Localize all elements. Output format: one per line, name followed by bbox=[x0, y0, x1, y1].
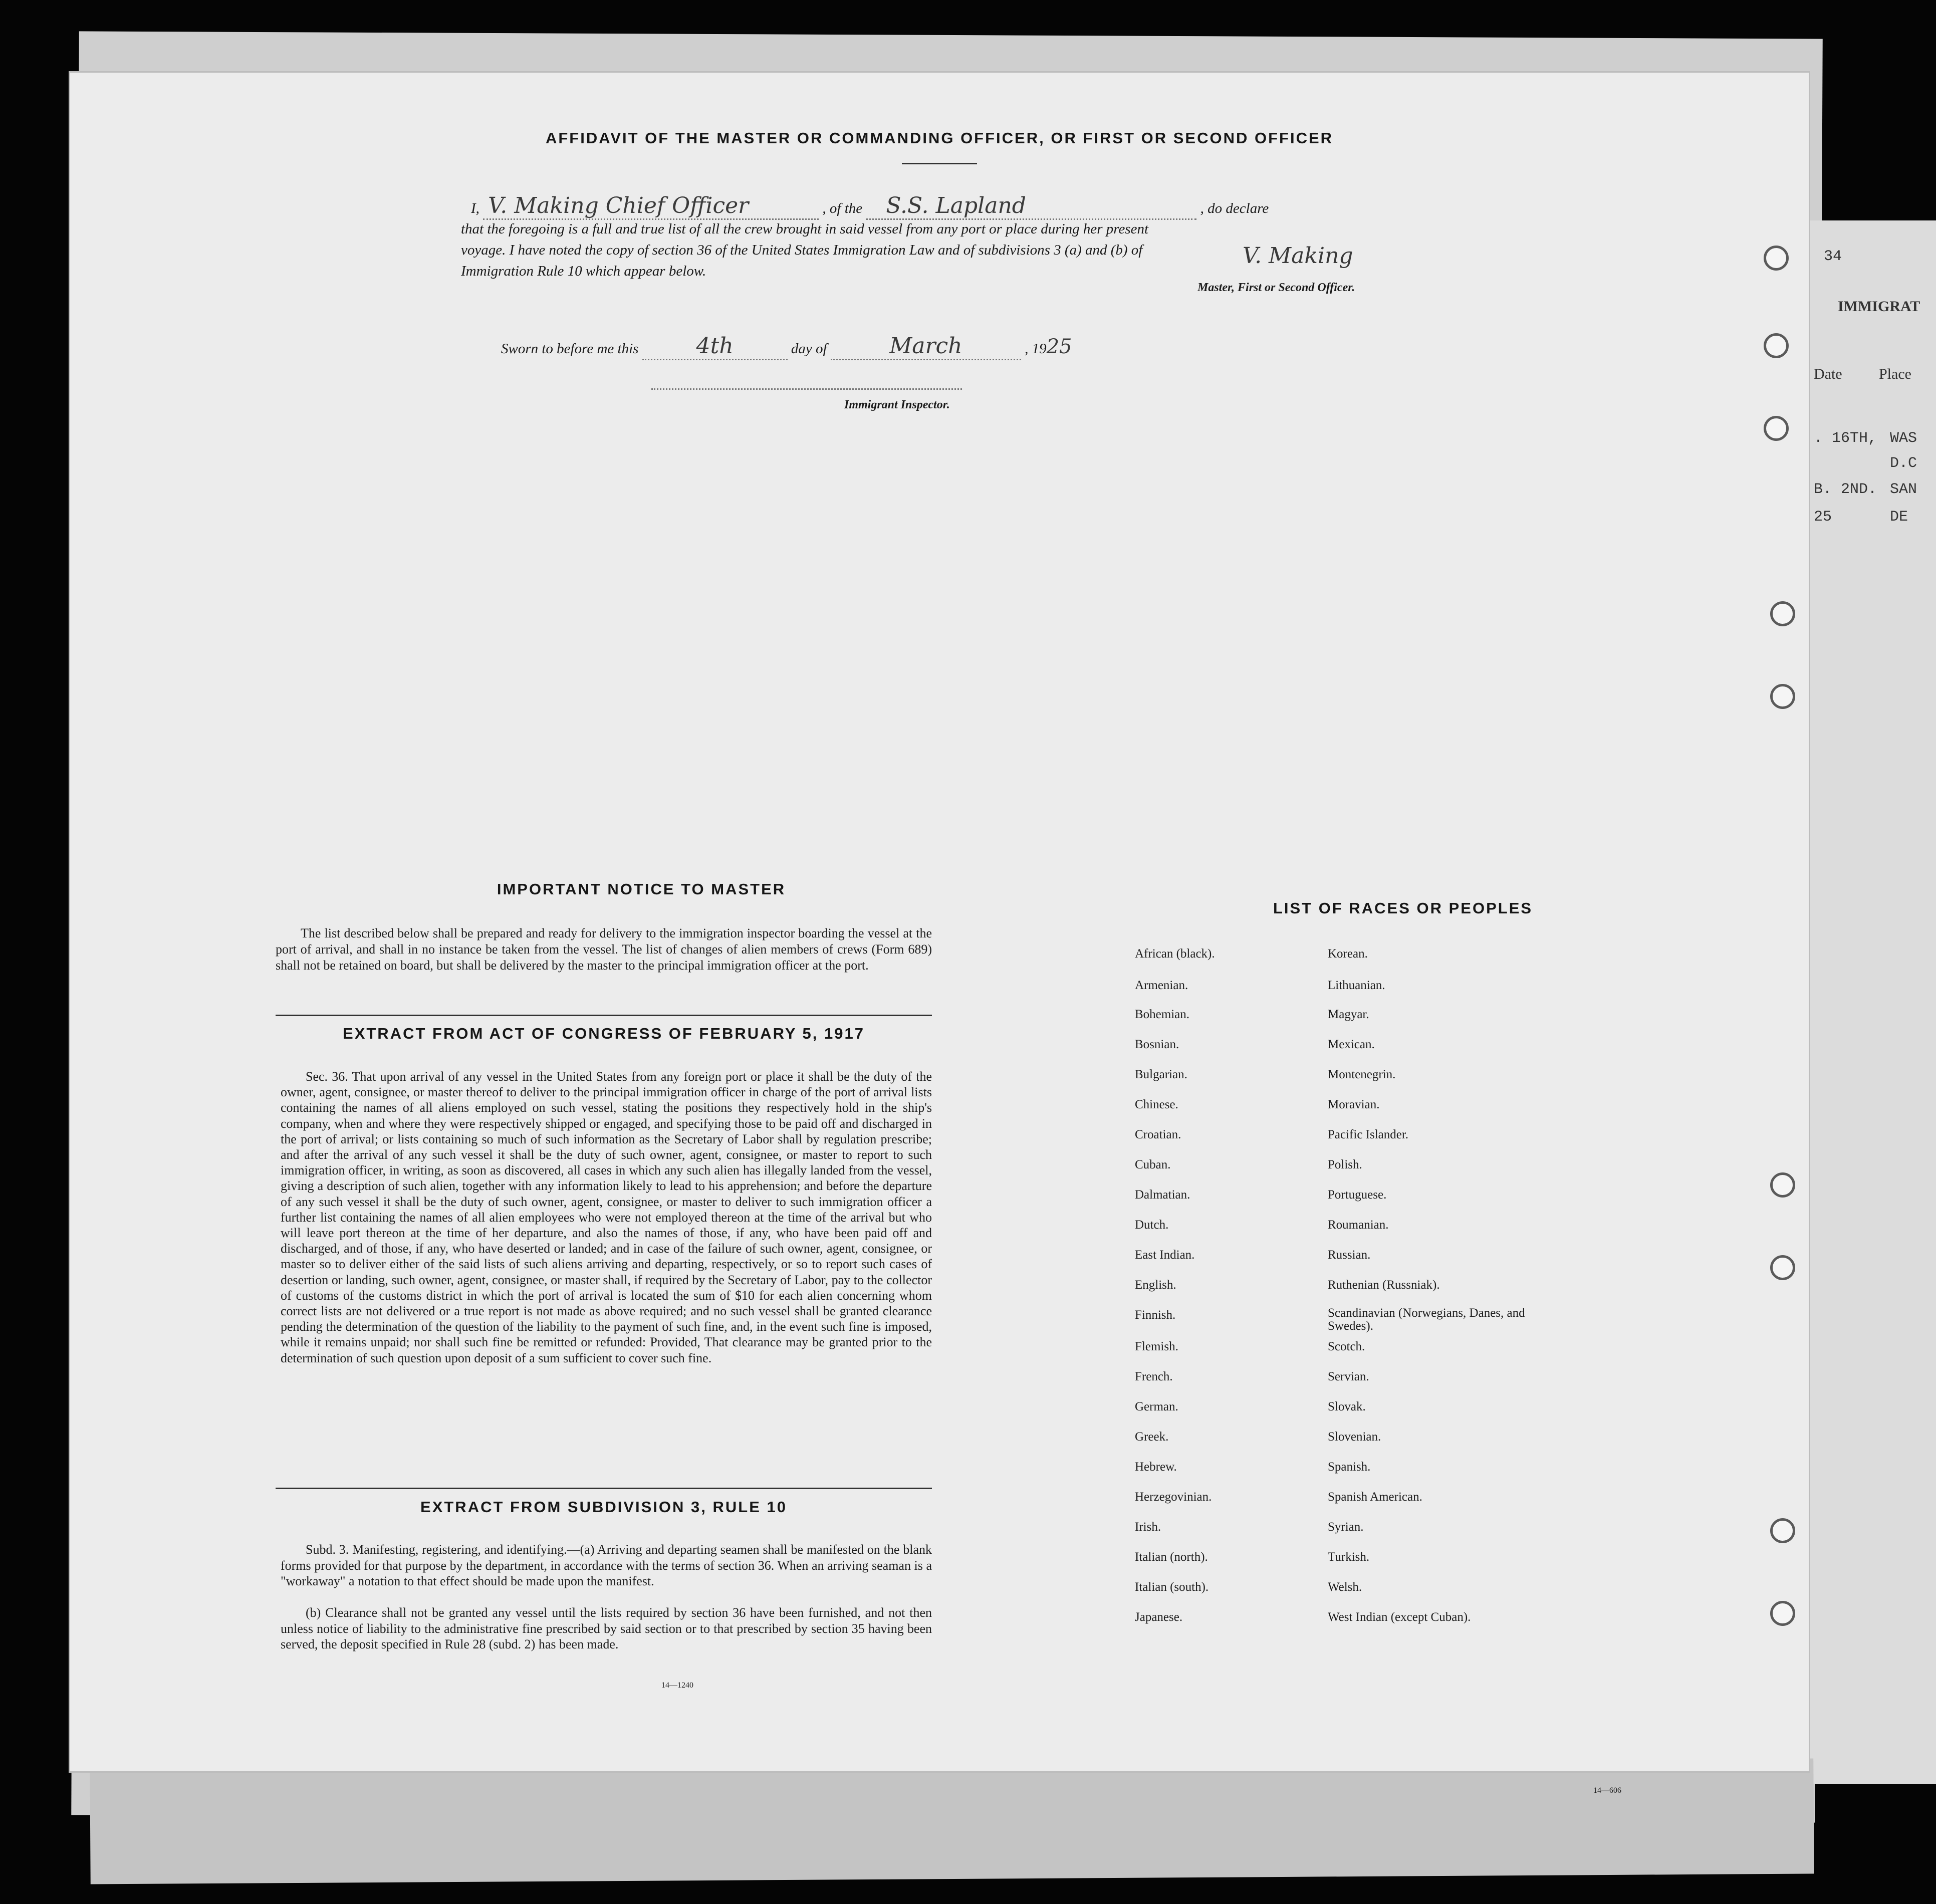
affidavit-line-4: Immigration Rule 10 which appear below. bbox=[461, 263, 706, 279]
race-item: Ruthenian (Russniak). bbox=[1328, 1278, 1440, 1292]
race-item: Greek. bbox=[1135, 1430, 1169, 1444]
race-item: Welsh. bbox=[1328, 1580, 1362, 1594]
notice-body: The list described below shall be prepared and ready for delivery to the immigration inspector boarding the vessel at the port of arrival, and shall in no instance be taken from the vessel. The list of changes of alien members of crews (Form 689) shall not be retained on board, but shall be delivered by the master to the principal immigration officer at the port. bbox=[276, 926, 932, 973]
race-item: Chinese. bbox=[1135, 1098, 1178, 1111]
race-item: Bohemian. bbox=[1135, 1008, 1190, 1021]
race-item: Croatian. bbox=[1135, 1128, 1181, 1141]
month-handwritten: March bbox=[831, 333, 1021, 360]
affidavit-page bbox=[70, 73, 1809, 1795]
binder-hole bbox=[1764, 246, 1789, 271]
side-fragment: Place bbox=[1879, 366, 1911, 382]
form-number: 14—1240 bbox=[661, 1681, 693, 1690]
race-item: Polish. bbox=[1328, 1158, 1362, 1171]
lower-sheet bbox=[90, 1758, 1814, 1884]
binder-hole bbox=[1764, 416, 1789, 441]
race-item: Portuguese. bbox=[1328, 1188, 1387, 1202]
heading-rule bbox=[902, 163, 977, 164]
side-fragment: DE bbox=[1890, 509, 1908, 526]
race-item: African (black). bbox=[1135, 947, 1215, 961]
rule-para-b: (b) Clearance shall not be granted any vessel until the lists required by section 36 have been furnished, and not then unless notice of liability to the administrative fine prescribed by said section or to that prescribed by section 35 having been served, the deposit specified in Rule 28 (subd. 2) has been made. bbox=[281, 1605, 932, 1651]
race-item: Scandinavian (Norwegians, Danes, and Swedes). bbox=[1328, 1306, 1525, 1333]
race-item: Bulgarian. bbox=[1135, 1068, 1187, 1081]
act-title: EXTRACT FROM ACT OF CONGRESS OF FEBRUARY 5, 1917 bbox=[343, 1025, 865, 1042]
race-item: Slovak. bbox=[1328, 1400, 1366, 1413]
binder-hole bbox=[1770, 1518, 1795, 1543]
side-fragment: 25 bbox=[1814, 509, 1832, 526]
sworn-line bbox=[501, 333, 1072, 360]
race-item: Moravian. bbox=[1328, 1098, 1380, 1111]
side-fragment: WAS bbox=[1890, 430, 1917, 447]
rule-para-a: Subd. 3. Manifesting, registering, and identifying.—(a) Arriving and departing seamen shall be manifested on the blank forms provided for that purpose by the department, in accordance with the terms of section 36. When an arriving seaman is a "workaway" a notation to that effect should be made upon the manifest. bbox=[281, 1542, 932, 1588]
race-item: Lithuanian. bbox=[1328, 979, 1385, 992]
affidavit-line-2: that the foregoing is a full and true list of all the crew brought in said vessel from any port or place during her present bbox=[461, 221, 1149, 237]
race-item: Hebrew. bbox=[1135, 1460, 1177, 1474]
notice-rule bbox=[276, 1015, 932, 1016]
side-fragment: IMMIGRAT bbox=[1838, 298, 1920, 315]
of-the: , of the bbox=[822, 200, 863, 216]
race-item: Slovenian. bbox=[1328, 1430, 1381, 1444]
affidavit-line-1 bbox=[471, 193, 1269, 220]
race-item: Servian. bbox=[1328, 1370, 1369, 1383]
race-item: West Indian (except Cuban). bbox=[1328, 1610, 1471, 1624]
binder-hole bbox=[1770, 1601, 1795, 1626]
race-item: Italian (south). bbox=[1135, 1580, 1209, 1594]
race-item: East Indian. bbox=[1135, 1248, 1195, 1262]
affidavit-heading: AFFIDAVIT OF THE MASTER OR COMMANDING OFFICER, OR FIRST OR SECOND OFFICER bbox=[545, 129, 1334, 147]
race-item: Japanese. bbox=[1135, 1610, 1183, 1624]
race-item: Spanish American. bbox=[1328, 1490, 1422, 1504]
act-rule bbox=[276, 1488, 932, 1489]
year-prefix: , 19 bbox=[1025, 341, 1047, 357]
race-item: Spanish. bbox=[1328, 1460, 1371, 1474]
race-item: Syrian. bbox=[1328, 1520, 1364, 1534]
race-item: Magyar. bbox=[1328, 1008, 1369, 1021]
do-declare: , do declare bbox=[1200, 200, 1269, 216]
side-fragment: Date bbox=[1814, 366, 1842, 382]
notice-title: IMPORTANT NOTICE TO MASTER bbox=[497, 880, 786, 898]
race-item: Russian. bbox=[1328, 1248, 1371, 1262]
race-item: Dutch. bbox=[1135, 1218, 1169, 1232]
binder-hole bbox=[1770, 684, 1795, 709]
signature-label: Master, First or Second Officer. bbox=[1197, 281, 1355, 294]
race-item: Mexican. bbox=[1328, 1038, 1375, 1051]
officer-signature: V. Making bbox=[1243, 243, 1353, 269]
year-handwritten: 25 bbox=[1046, 335, 1072, 358]
races-title: LIST OF RACES OR PEOPLES bbox=[1273, 899, 1533, 917]
sworn-prefix: Sworn to before me this bbox=[501, 341, 639, 357]
side-fragment: . 16TH, bbox=[1814, 430, 1877, 447]
race-item: Flemish. bbox=[1135, 1340, 1178, 1353]
binder-hole bbox=[1770, 1255, 1795, 1280]
race-item: Scotch. bbox=[1328, 1340, 1365, 1353]
binder-hole bbox=[1770, 1172, 1795, 1198]
race-item: Korean. bbox=[1328, 947, 1368, 961]
race-item: Bosnian. bbox=[1135, 1038, 1179, 1051]
officer-name-handwritten: V. Making Chief Officer bbox=[483, 193, 819, 220]
rule-title: EXTRACT FROM SUBDIVISION 3, RULE 10 bbox=[420, 1498, 787, 1516]
race-item: Finnish. bbox=[1135, 1308, 1176, 1322]
affidavit-line-3: voyage. I have noted the copy of section 36 of the United States Immigration Law and of subdivisions 3 (a) and (b) of bbox=[461, 242, 1143, 258]
race-item: German. bbox=[1135, 1400, 1178, 1413]
bottom-form-number: 14—606 bbox=[1593, 1786, 1621, 1795]
race-item: Dalmatian. bbox=[1135, 1188, 1190, 1202]
race-item: Herzegovinian. bbox=[1135, 1490, 1212, 1504]
race-item: English. bbox=[1135, 1278, 1176, 1292]
race-item: Montenegrin. bbox=[1328, 1068, 1396, 1081]
side-fragment: 34 bbox=[1824, 248, 1842, 265]
side-fragment: SAN bbox=[1890, 481, 1917, 498]
day-of: day of bbox=[791, 341, 827, 357]
vessel-name-handwritten: S.S. Lapland bbox=[866, 193, 1196, 220]
race-item: Pacific Islander. bbox=[1328, 1128, 1409, 1141]
day-handwritten: 4th bbox=[642, 333, 788, 360]
race-item: Roumanian. bbox=[1328, 1218, 1389, 1232]
race-item: Turkish. bbox=[1328, 1550, 1370, 1564]
race-item: Cuban. bbox=[1135, 1158, 1171, 1171]
race-item: French. bbox=[1135, 1370, 1173, 1383]
inspector-signature-line bbox=[651, 388, 962, 390]
race-item: Italian (north). bbox=[1135, 1550, 1208, 1564]
side-fragment: B. 2ND. bbox=[1814, 481, 1877, 498]
side-fragment: D.C bbox=[1890, 455, 1917, 472]
act-body: Sec. 36. That upon arrival of any vessel in the United States from any foreign port or place it shall be the duty of the owner, agent, consignee, or master thereof to deliver to the principal immigration officer in charge of the port of arrival lists containing the names of all aliens employed on such vessel, stating the positions they respectively hold in the ship's company, when and where they were respectively shipped or engaged, and specifying those to be paid off and discharged in the port of arrival; or lists containing so much of such information as the Secretary of Labor shall by regulation prescribe; and after the arrival of any such vessel it shall be the duty of such owner, agent, consignee, or master to report to such immigration officer, in writing, as soon as discovered, all cases in which any such alien has illegally landed from the vessel, giving a description of such alien, together with any information likely to lead to his apprehension; and before the departure of any such vessel it shall be the duty of such owner, agent, consignee, or master to deliver to such immigration officer a further list containing the names of all alien employees who were not employed thereon at the time of the arrival but who will leave port thereon at the time of her departure, and also the names of those, if any, who have been paid off and discharged, and of those, if any, who have deserted or landed; and in case of the failure of such owner, agent, consignee, or master so to deliver either of the said lists of such aliens arriving and departing, respectively, or so to report such cases of desertion or landing, such owner, agent, consignee, or master shall, if required by the Secretary of Labor, pay to the collector of customs of the customs district in which the port of arrival is located the sum of $10 for each alien concerning whom correct lists are not delivered or a true report is not made as above required; and no such vessel shall be granted clearance pending the determination of the question of the liability to the payment of such fine, and, in the event such fine is imposed, while it remains unpaid; nor shall such fine be remitted or refunded: Provided, That clearance may be granted prior to the determination of such question upon deposit of a sum sufficient to cover such fine. bbox=[281, 1069, 932, 1365]
race-item: Irish. bbox=[1135, 1520, 1161, 1534]
binder-hole bbox=[1764, 333, 1789, 358]
inspector-label: Immigrant Inspector. bbox=[844, 398, 950, 411]
pronoun: I, bbox=[471, 200, 479, 216]
binder-hole bbox=[1770, 601, 1795, 626]
race-item: Armenian. bbox=[1135, 979, 1188, 992]
